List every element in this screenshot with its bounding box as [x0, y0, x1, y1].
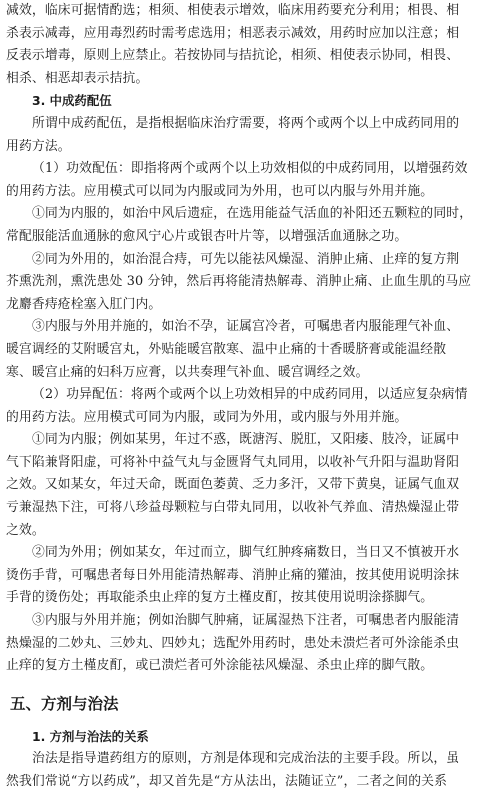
- text-line: 的用药方法。应用模式可同为内服，或同为外用，或内服与外用并施。: [6, 409, 408, 425]
- paragraph-section3-intro: [6, 113, 492, 158]
- text-line: ①同为内服的，如治中风后遗症，在选用能益气活血的补阳还五颗粒的同时，: [32, 206, 473, 222]
- text-line: （1）功效配伍：即指将两个或两个以上功效相似的中成药同用，以增强药效: [32, 161, 468, 177]
- text-line: 亏兼湿热下注，可将八珍益母颗粒与白带丸同用，以收补气养血、清热燥湿止带: [6, 500, 460, 516]
- text-line: 反表示增毒，原则上应禁止。若按协同与拮抗论，相须、相使表示协同，相畏、: [6, 48, 460, 64]
- chapter-heading-formulas-and-methods: 五、方剂与治法: [10, 694, 119, 713]
- paragraph-func-1: [6, 203, 492, 248]
- text-line: 气下陷兼肾阳虚，可将补中益气丸与金匮肾气丸同用，以收补气升阳与温助肾阳: [6, 454, 460, 470]
- paragraph-comp-intro: [6, 384, 492, 429]
- paragraph-comp-3: [6, 610, 492, 678]
- text-line: 之效。又如某女，年过天命，既面色萎黄、乏力多汗，又带下黄臭，证属气血双: [6, 477, 460, 493]
- text-line: ②同为外用；例如某女，年过而立，脚气红肿疼痛数日，当日又不慎被开水: [32, 545, 460, 561]
- paragraph-comp-1: [6, 429, 492, 542]
- text-line: 杀表示减毒，应用毒烈药时需考虑选用；相恶表示减效，用药时应加以注意；相: [6, 25, 460, 41]
- paragraph-section1-text: [6, 748, 492, 793]
- text-line: 手背的烫伤处；再取能杀虫止痒的复方土槿皮酊，按其使用说明涂搽脚气。: [6, 590, 434, 606]
- text-line: ②同为外用的，如治混合痔，可先以能祛风燥湿、消肿止痛、止痒的复方荆: [32, 251, 460, 267]
- text-line: 烫伤手背，可嘱患者每日外用能清热解毒、消肿止痛的獾油，按其使用说明涂抹: [6, 567, 460, 583]
- text-line: ③内服与外用并施；例如治脚气肿痛，证属湿热下注者，可嘱患者内服能清: [32, 613, 460, 629]
- paragraph-func-3: [6, 316, 492, 384]
- text-line: 所谓中成药配伍，是指根据临床治疗需要，将两个或两个以上中成药同用的: [32, 115, 460, 131]
- text-line: （2）功异配伍：将两个或两个以上功效相异的中成药同用，以适应复杂病情: [32, 387, 468, 403]
- text-line: 寒、暖宫止痛的妇科万应膏，以共奏理气补血、暖宫调经之效。: [6, 364, 369, 380]
- text-line: 暖宫调经的艾附暖宫丸，外贴能暖宫散寒、温中止痛的十香暖脐膏或能温经散: [6, 341, 447, 357]
- text-line: 治法是指导遣药组方的原则，方剂是体现和完成治法的主要手段。所以，虽: [32, 751, 460, 767]
- section-heading-formula-method-relation: 1. 方剂与治法的关系: [32, 728, 149, 744]
- text-line: 龙麝香痔疮栓塞入肛门内。: [6, 296, 162, 312]
- text-line: 的用药方法。应用模式可以同为内服或同为外用，也可以内服与外用并施。: [6, 183, 434, 199]
- text-line: ①同为内服；例如某男，年过不惑，既溏泻、脱肛，又阳痿、肢冷，证属中: [32, 432, 460, 448]
- text-line: 相杀、相恶却表示拮抗。: [6, 70, 149, 86]
- text-line: 止痒的复方土槿皮酊，或已溃烂者可外涂能祛风燥湿、杀虫止痒的脚气散。: [6, 658, 434, 674]
- text-line: 用药方法。: [6, 138, 71, 154]
- text-line: 热燥湿的二妙丸、三妙丸、四妙丸；选配外用药时，患处未溃烂者可外涂能杀虫: [6, 635, 460, 651]
- paragraph-intro: [6, 0, 492, 90]
- paragraph-func-intro: [6, 158, 492, 203]
- text-line: 常配服能活血通脉的愈风宁心片或银杏叶片等，以增强活血通脉之功。: [6, 228, 408, 244]
- text-line: ③内服与外用并施的，如治不孕，证属宫冷者，可嘱患者内服能理气补血、: [32, 319, 460, 335]
- paragraph-func-2: [6, 249, 492, 317]
- document-page: [6, 0, 492, 794]
- paragraph-comp-2: [6, 542, 492, 610]
- text-line: 芥熏洗剂，熏洗患处 30 分钟，然后再将能清热解毒、消肿止痛、止血生肌的马应: [6, 274, 472, 290]
- text-line: 之效。: [6, 522, 45, 538]
- section-heading-chinese-patent-medicine: 3. 中成药配伍: [32, 93, 112, 109]
- text-line: 减效，临床可据情酌选；相须、相使表示增效，临床用药要充分利用；相畏、相: [6, 3, 460, 18]
- text-line: 然我们常说“方以药成”，却又首先是“方从法出，法随证立”，二者之间的关系: [6, 774, 448, 789]
